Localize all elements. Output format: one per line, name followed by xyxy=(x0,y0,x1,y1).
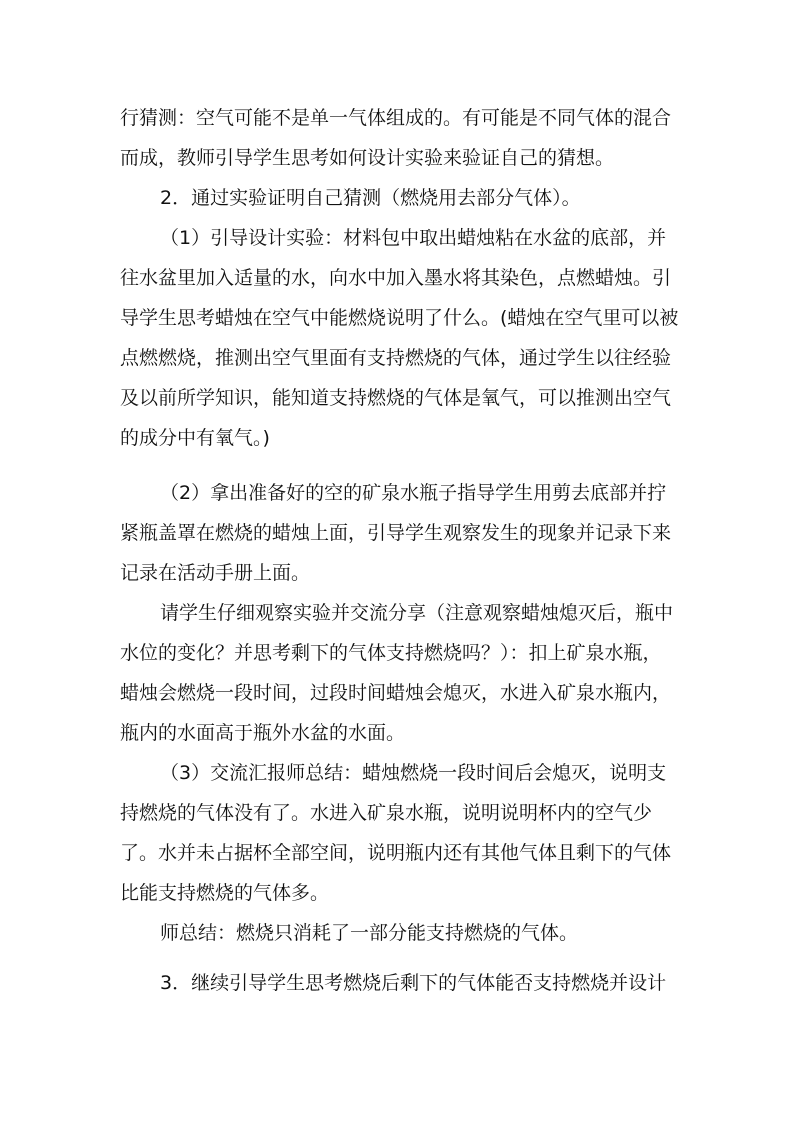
text-line: 蜡烛会燃烧一段时间，过段时间蜡烛会熄灭，水进入矿泉水瓶内， xyxy=(120,682,672,704)
text-line: 瓶内的水面高于瓶外水盆的水面。 xyxy=(120,722,406,744)
text-line: （3）交流汇报师总结：蜡烛燃烧一段时间后会熄灭，说明支 xyxy=(160,762,667,784)
section-heading: 2．通过实验证明自己猜测（燃烧用去部分气体）。 xyxy=(160,187,581,209)
text-line: 了。水并未占据杯全部空间，说明瓶内还有其他气体且剩下的气体 xyxy=(120,842,672,864)
text-line: 行猜测：空气可能不是单一气体组成的。有可能是不同气体的混合 xyxy=(120,107,672,129)
text-line: 紧瓶盖罩在燃烧的蜡烛上面，引导学生观察发生的现象并记录下来 xyxy=(120,522,672,544)
text-line: 师总结：燃烧只消耗了一部分能支持燃烧的气体。 xyxy=(160,922,579,944)
text-line: 导学生思考蜡烛在空气中能燃烧说明了什么。(蜡烛在空气里可以被 xyxy=(120,307,679,329)
text-line: 比能支持燃烧的气体多。 xyxy=(120,882,330,904)
text-line: （2）拿出准备好的空的矿泉水瓶子指导学生用剪去底部并拧 xyxy=(160,482,667,504)
section-heading: 3．继续引导学生思考燃烧后剩下的气体能否支持燃烧并设计 xyxy=(160,972,667,994)
text-line: 及以前所学知识，能知道支持燃烧的气体是氧气，可以推测出空气 xyxy=(120,387,672,409)
text-line: 持燃烧的气体没有了。水进入矿泉水瓶，说明说明杯内的空气少 xyxy=(120,802,653,824)
text-line: 记录在活动手册上面。 xyxy=(120,562,311,584)
text-line: 点燃燃烧，推测出空气里面有支持燃烧的气体，通过学生以往经验 xyxy=(120,347,672,369)
text-line: 的成分中有氧气。) xyxy=(120,427,270,449)
text-line: （1）引导设计实验：材料包中取出蜡烛粘在水盆的底部，并 xyxy=(160,227,667,249)
text-line: 请学生仔细观察实验并交流分享（注意观察蜡烛熄灭后，瓶中 xyxy=(160,602,674,624)
text-line: 而成，教师引导学生思考如何设计实验来验证自己的猜想。 xyxy=(120,147,615,169)
text-line: 往水盆里加入适量的水，向水中加入墨水将其染色，点燃蜡烛。引 xyxy=(120,267,672,289)
text-line: 水位的变化？并思考剩下的气体支持燃烧吗？）：扣上矿泉水瓶， xyxy=(120,642,662,664)
